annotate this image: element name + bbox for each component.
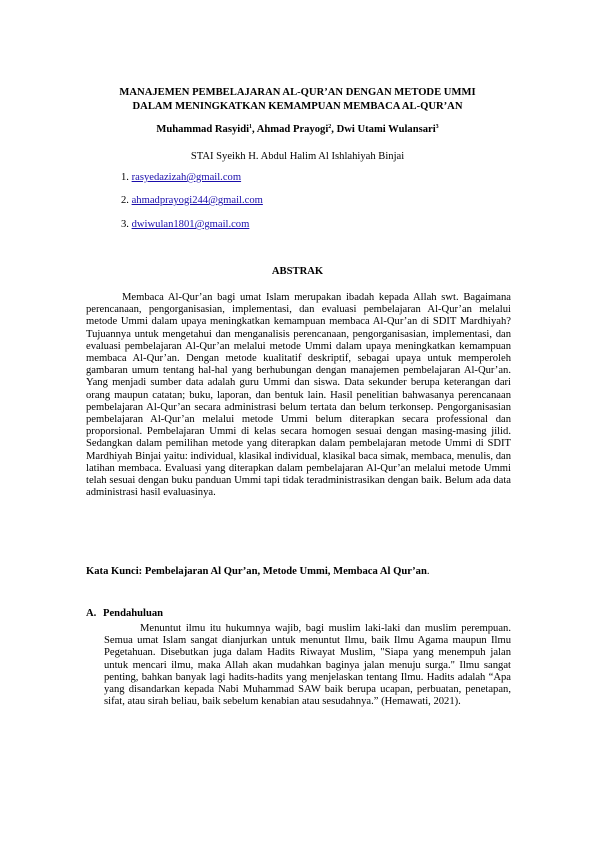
keywords-label: Kata Kunci: — [86, 566, 143, 577]
email-number: 3. — [121, 219, 129, 230]
author-separator: , — [331, 124, 337, 135]
keywords — [86, 566, 516, 577]
author-list — [80, 124, 515, 135]
author-affiliation-mark: 2 — [328, 124, 332, 130]
email-item-2 — [121, 195, 263, 206]
email-number: 2. — [121, 195, 129, 206]
email-link-2[interactable]: ahmadprayogi244@gmail.com — [131, 195, 263, 206]
abstract-heading: ABSTRAK — [271, 266, 324, 277]
author-affiliation-mark: 3 — [435, 124, 439, 130]
introduction-paragraph: Menuntut ilmu itu hukumnya wajib, bagi muslim laki-laki dan muslim perempuan. Semua umat Islam sangat dianjurkan untuk menuntut Ilmu, baik Ilmu Agama maupun Ilmu Pegetahuan. Disebutkan juga dalam Hadits Riwayat Muslim, "Siapa yang menempuh jalan untuk mencari ilmu, maka Allah akan mudahkan baginya jalan menuju surga." Ilmu sangat penting, bahkan banyak lagi hadits-hadits yang menjelaskan tentang Ilmu. Hadits adalah “Apa yang disandarkan kepada Nabi Muhammad SAW baik berupa ucapan, perbuatan, penetapan, sifat, atau sirah beliau, baik sebelum kenabian atau sesudahnya.” (Hemawati, 2021). — [104, 623, 511, 708]
section-heading — [86, 608, 163, 619]
section-title: Pendahuluan — [103, 608, 164, 619]
keywords-terms: Pembelajaran Al Qur’an, Metode Ummi, Membaca Al Qur’an — [144, 566, 427, 577]
email-item-1 — [121, 172, 241, 183]
paper-title — [80, 86, 515, 113]
affiliation: STAI Syeikh H. Abdul Halim Al Ishlahiyah Binjai — [190, 151, 405, 162]
author-affiliation-mark: 1 — [249, 124, 253, 130]
author-name: Ahmad Prayogi — [256, 124, 329, 135]
section-number: A. — [86, 608, 97, 619]
email-link-3[interactable]: dwiwulan1801@gmail.com — [131, 219, 250, 230]
email-link-1[interactable]: rasyedazizah@gmail.com — [131, 172, 242, 183]
abstract-body: Membaca Al-Qur’an bagi umat Islam merupakan ibadah kepada Allah swt. Bagaimana perencanaan, pengorganisasian, implementasi, dan evaluasi pembelajaran Al-Qur’an melalui metode Ummi dalam upaya meningkatkan kemampuan membaca Al-Qur’an di SDIT Mardhiyah? Tujuannya untuk mengetahui dan menganalisis perencanaan, pengorganisasian, implementasi, dan evaluasi pembelajaran Al-Qur’an melalui metode Ummi dalam upaya meningkatkan kemampuan membaca Al-Qur’an. Dengan metode kualitatif deskriptif, sebagai upaya untuk memperoleh gambaran umum tentang hal-hal yang berhubungan dengan manajemen pembelajaran Al-Qur’an. Yang menjadi sumber data adalah guru Ummi dan siswa. Data sekunder berupa keterangan dari orang maupun catatan; buku, laporan, dan bentuk lain. Hasil penelitian bahwasanya perencanaan pembelajaran Al-Qur’an secara administrasi belum tertata dan belum terkonsep. Pengorganisasian pembelajaran Al-Qur’an melalui metode Ummi belum diterapkan secara professional dan proporsional. Pembelajaran Ummi di kelas secara homogen sesuai dengan masing-masing jilid. Sedangkan dalam pemilihan metode yang diterapkan dalam pembelajaran metode Ummi di SDIT Mardhiyah Binjai yaitu: individual, klasikal individual, klasikal baca simak, membaca, menulis, dan latihan membaca. Evaluasi yang diterapkan dalam pembelajaran Al-Qur’an melalui metode Ummi telah sesuai dengan buku panduan Ummi tapi tidak teradministrasikan dengan baik. Belum ada data administrasi hasil evaluasinya. — [86, 292, 511, 499]
author-name: Muhammad Rasyidi — [156, 124, 250, 135]
title-line-2: DALAM MENINGKATKAN KEMAMPUAN MEMBACA AL-QUR’AN — [132, 100, 463, 112]
keywords-end: . — [426, 566, 430, 577]
author-separator: , — [252, 124, 257, 135]
author-name: Dwi Utami Wulansari — [336, 124, 436, 135]
title-line-1: MANAJEMEN PEMBELAJARAN AL-QUR’AN DENGAN METODE UMMI — [119, 87, 476, 98]
email-number: 1. — [121, 172, 129, 183]
email-item-3 — [121, 219, 249, 230]
